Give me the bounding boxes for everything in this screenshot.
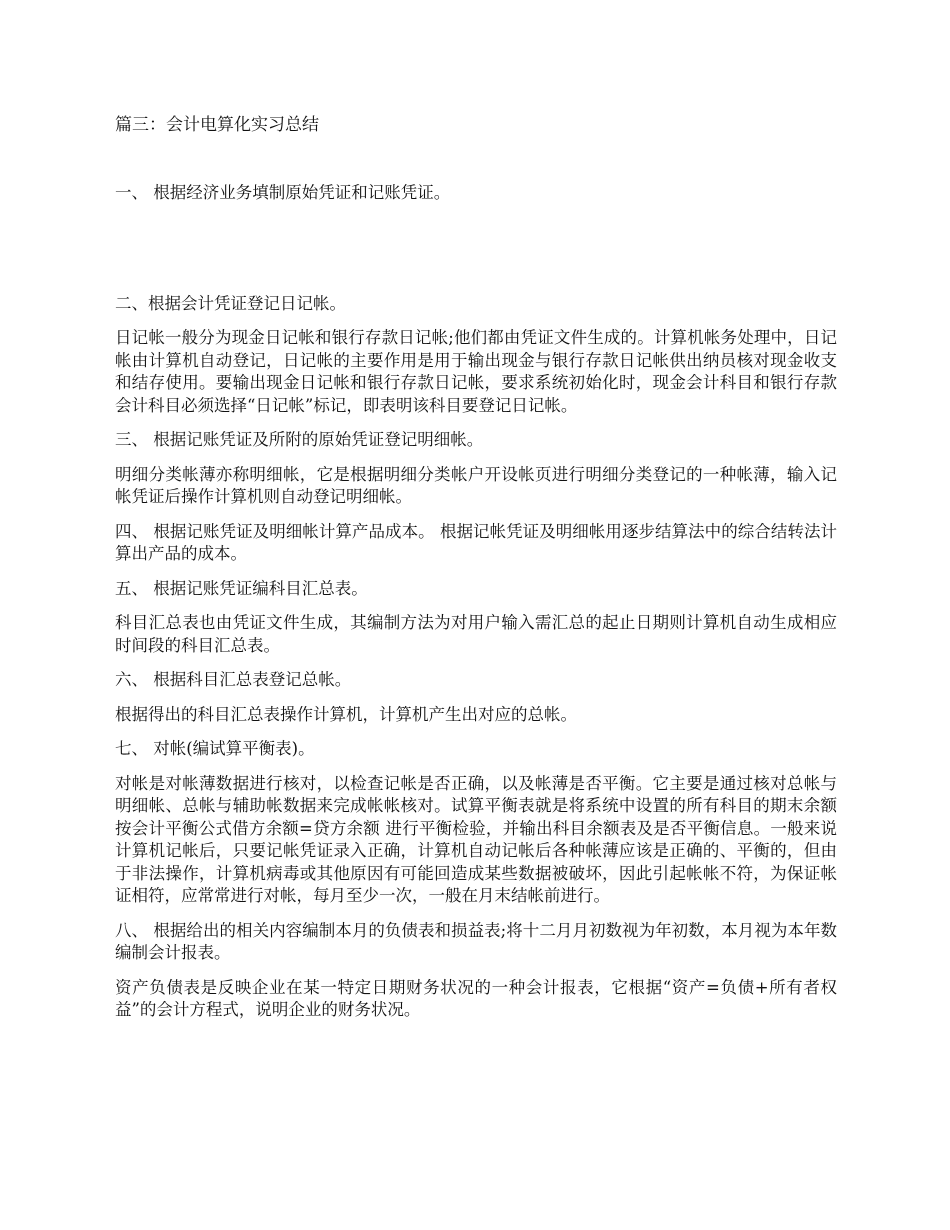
section-body-5: 科目汇总表也由凭证文件生成，其编制方法为对用户输入需汇总的起止日期则计算机自动生成相应时间段的科目汇总表。	[115, 613, 837, 655]
section-heading-2: 二、根据会计凭证登记日记帐。	[115, 293, 346, 313]
section-heading-7: 七、 对帐(编试算平衡表)。	[115, 739, 315, 758]
section-heading-6: 六、 根据科目汇总表登记总帐。	[115, 670, 352, 689]
section-heading-3: 三、 根据记账凭证及所附的原始凭证登记明细帐。	[115, 430, 484, 449]
section-body-2: 日记帐一般分为现金日记帐和银行存款日记帐;他们都由凭证文件生成的。计算机帐务处理中，日记帐由计算机自动登记，日记帐的主要作用是用于输出现金与银行存款日记帐供出纳员核对现金收支和结存使用。要输出现金日记帐和银行存款日记帐，要求系统初始化时，现金会计科目和银行存款会计科目必须选择“日记帐”标记，即表明该科目要登记日记帐。	[115, 328, 837, 415]
section-heading-4: 四、 根据记账凭证及明细帐计算产品成本。 根据记帐凭证及明细帐用逐步结算法中的综合结转法计算出产品的成本。	[115, 521, 837, 563]
section-body-3: 明细分类帐薄亦称明细帐，它是根据明细分类帐户开设帐页进行明细分类登记的一种帐薄，输入记帐凭证后操作计算机则自动登记明细帐。	[115, 464, 837, 506]
section-heading-1: 一、 根据经济业务填制原始凭证和记账凭证。	[115, 183, 451, 202]
section-body-8: 资产负债表是反映企业在某一特定日期财务状况的一种会计报表，它根据“资产=负债+所有者权益”的会计方程式，说明企业的财务状况。	[115, 977, 837, 1019]
document-body	[115, 182, 837, 1034]
section-body-7: 对帐是对帐薄数据进行核对，以检查记帐是否正确，以及帐薄是否平衡。它主要是通过核对总帐与明细帐、总帐与辅助帐数据来完成帐帐核对。试算平衡表就是将系统中设置的所有科目的期末余额按会计平衡公式借方余额=贷方余额 进行平衡检验，并输出科目余额表及是否平衡信息。一般来说计算机记帐后，只要记帐凭证录入正确，计算机自动记帐后各种帐薄应该是正确的、平衡的，但由于非法操作，计算机病毒或其他原因有可能回造成某些数据被破坏，因此引起帐帐不符，为保证帐证相符，应常常进行对帐，每月至少一次，一般在月末结帐前进行。	[115, 773, 837, 905]
document-title: 篇三：会计电算化实习总结	[115, 115, 319, 135]
section-body-6: 根据得出的科目汇总表操作计算机，计算机产生出对应的总帐。	[115, 704, 577, 724]
section-heading-5: 五、 根据记账凭证编科目汇总表。	[115, 578, 368, 598]
section-heading-8: 八、 根据给出的相关内容编制本月的负债表和损益表;将十二月月初数视为年初数，本月视为本年数编制会计报表。	[115, 920, 837, 962]
